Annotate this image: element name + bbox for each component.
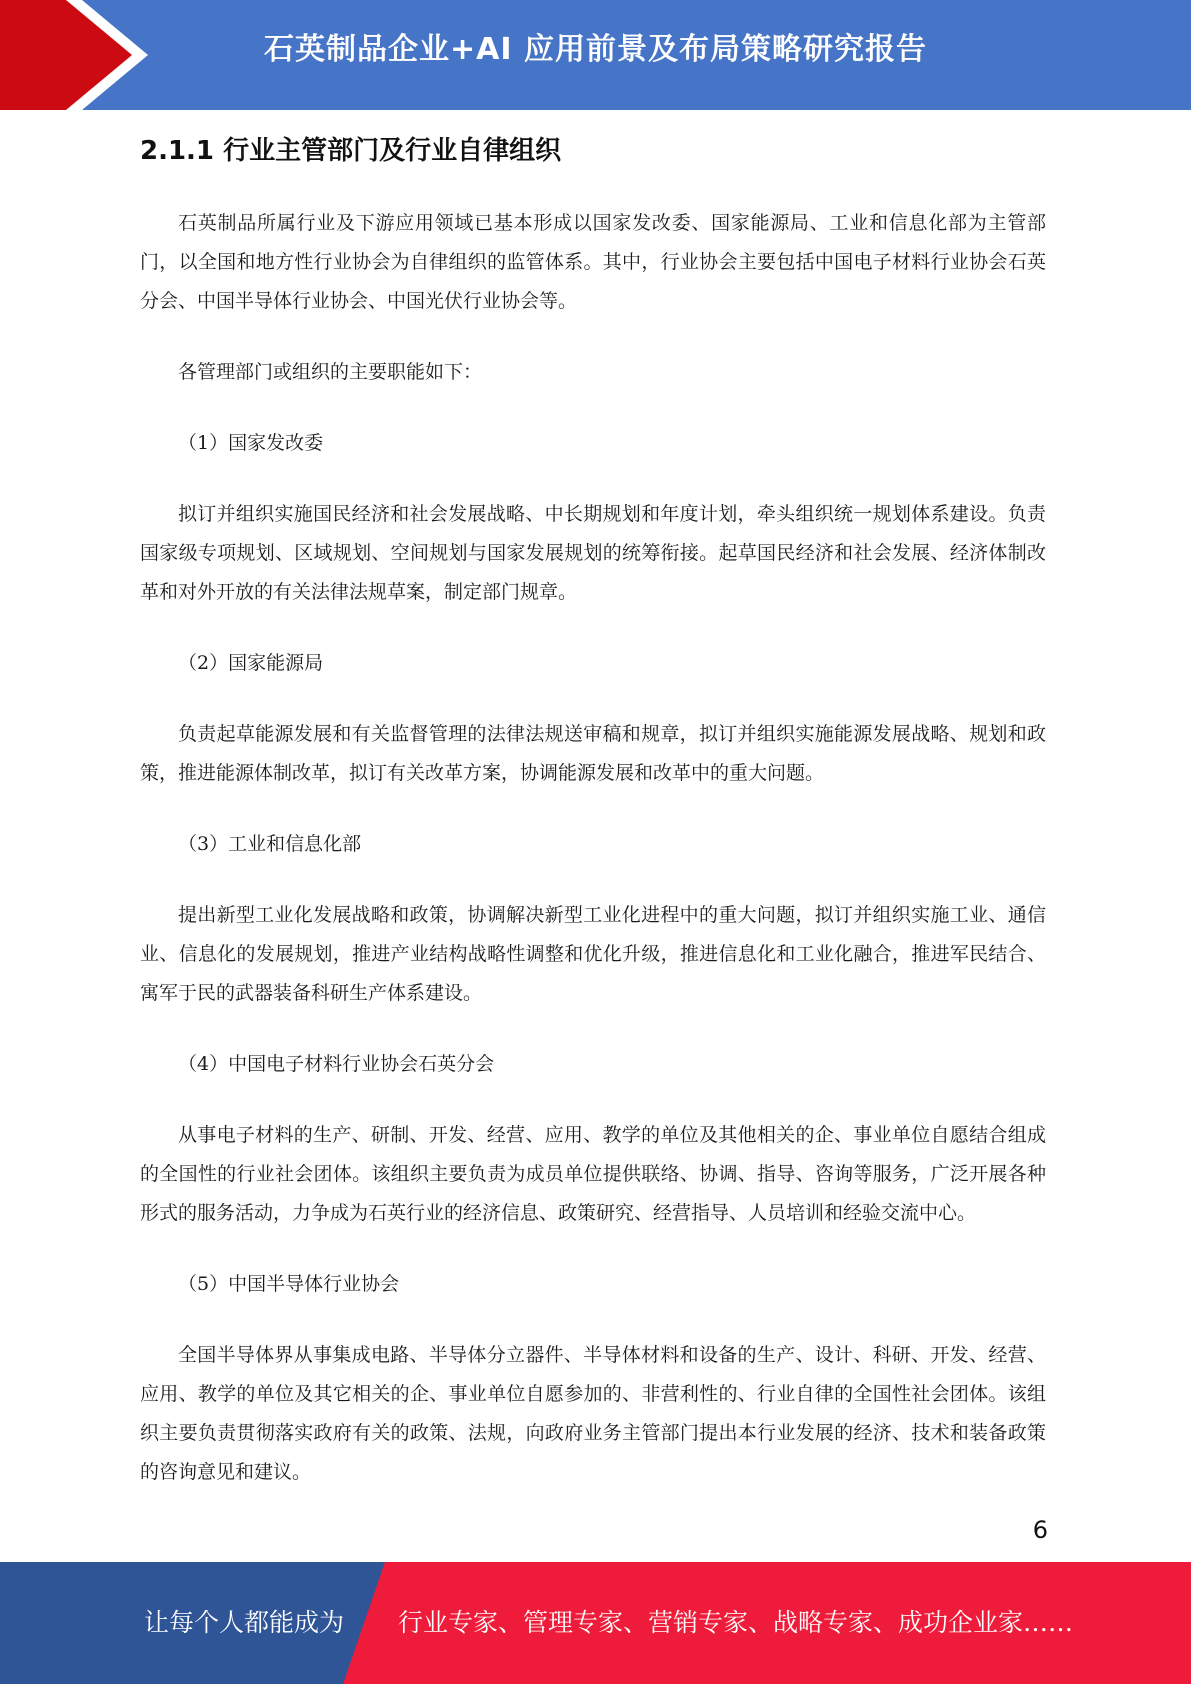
page-header <box>0 0 1191 110</box>
intro-paragraph: 石英制品所属行业及下游应用领域已基本形成以国家发改委、国家能源局、工业和信息化部为主管部门，以全国和地方性行业协会为自律组织的监管体系。其中，行业协会主要包括中国电子材料行业协会石英分会、中国半导体行业协会、中国光伏行业协会等。 <box>140 212 1046 312</box>
quartz-branch-description: 从事电子材料的生产、研制、开发、经营、应用、教学的单位及其他相关的企、事业单位自愿结合组成的全国性的行业社会团体。该组织主要负责为成员单位提供联络、协调、指导、咨询等服务，广泛开展各种形式的服务活动，力争成为石英行业的经济信息、政策研究、经营指导、人员培训和经验交流中心。 <box>140 1124 1046 1224</box>
item-heading-ndrc: （1）国家发改委 <box>178 432 324 454</box>
ndrc-description: 拟订并组织实施国民经济和社会发展战略、中长期规划和年度计划，牵头组织统一规划体系建设。负责国家级专项规划、区域规划、空间规划与国家发展规划的统筹衔接。起草国民经济和社会发展、经济体制改革和对外开放的有关法律法规草案，制定部门规章。 <box>140 503 1046 603</box>
page-footer <box>0 1562 1191 1684</box>
header-arrow-icon <box>0 0 150 110</box>
body-content <box>140 204 1046 1524</box>
section-heading: 2.1.1 行业主管部门及行业自律组织 <box>140 136 562 166</box>
footer-slogan-left: 让每个人都能成为 <box>144 1608 345 1637</box>
item-heading-nea: （2）国家能源局 <box>178 652 324 674</box>
nea-description: 负责起草能源发展和有关监督管理的法律法规送审稿和规章，拟订并组织实施能源发展战略、规划和政策，推进能源体制改革，拟订有关改革方案，协调能源发展和改革中的重大问题。 <box>140 723 1046 784</box>
functions-intro: 各管理部门或组织的主要职能如下： <box>178 361 483 383</box>
footer-slogan-right: 行业专家、管理专家、营销专家、战略专家、成功企业家…… <box>398 1608 1074 1637</box>
page-number: 6 <box>1032 1516 1048 1544</box>
report-title: 石英制品企业+AI 应用前景及布局策略研究报告 <box>264 32 927 67</box>
csia-description: 全国半导体界从事集成电路、半导体分立器件、半导体材料和设备的生产、设计、科研、开发、经营、应用、教学的单位及其它相关的企、事业单位自愿参加的、非营利性的、行业自律的全国性社会团体。该组织主要负责贯彻落实政府有关的政策、法规，向政府业务主管部门提出本行业发展的经济、技术和装备政策的咨询意见和建议。 <box>140 1344 1046 1483</box>
item-heading-csia: （5）中国半导体行业协会 <box>178 1273 400 1295</box>
miit-description: 提出新型工业化发展战略和政策，协调解决新型工业化进程中的重大问题，拟订并组织实施工业、通信业、信息化的发展规划，推进产业结构战略性调整和优化升级，推进信息化和工业化融合，推进军民结合、寓军于民的武器装备科研生产体系建设。 <box>140 904 1046 1004</box>
item-heading-miit: （3）工业和信息化部 <box>178 833 362 855</box>
item-heading-quartz-branch: （4）中国电子材料行业协会石英分会 <box>178 1053 495 1075</box>
